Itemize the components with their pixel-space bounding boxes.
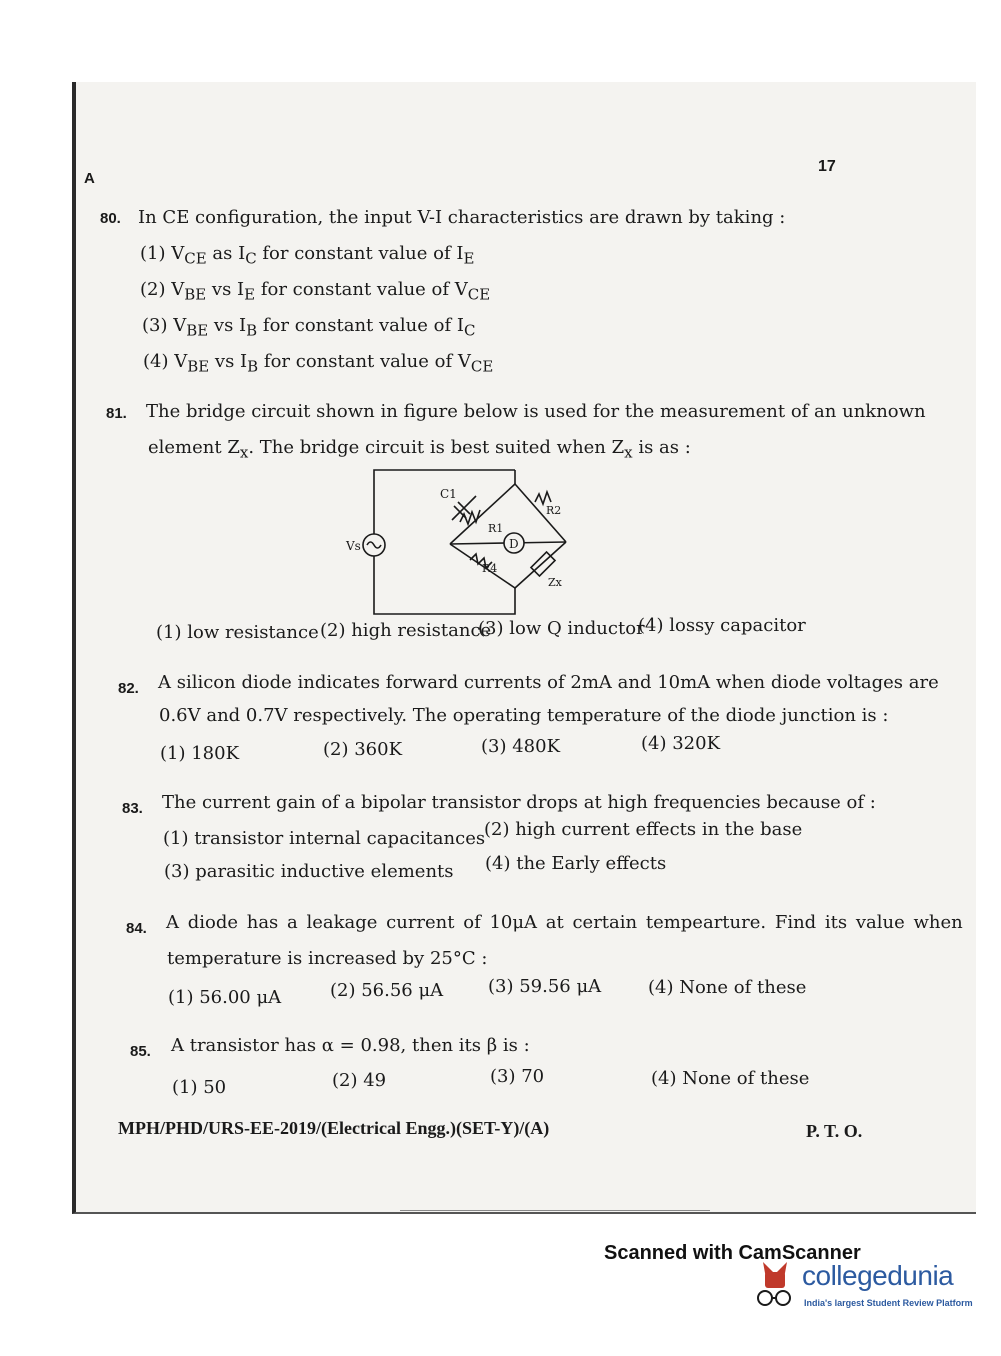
collegedunia-brand: collegedunia — [802, 1260, 954, 1291]
collegedunia-logo-icon — [745, 1258, 805, 1310]
label-c1: C1 — [440, 487, 457, 501]
option: (4) 320K — [641, 733, 721, 754]
question-text: 0.6V and 0.7V respectively. The operating temperature of the diode junction is : — [159, 705, 889, 726]
pto-label: P. T. O. — [806, 1121, 863, 1141]
option: (4) $V_{BE}$ vs $I_B$ for constant value of $V_{CE}$ — [143, 351, 494, 376]
option: (3) 480K — [481, 736, 561, 757]
question-number: 82. — [118, 680, 139, 697]
option: (2) high resistance — [320, 620, 492, 641]
option: (4) lossy capacitor — [638, 615, 806, 636]
option: (1) transistor internal capacitances — [163, 828, 486, 849]
option: (1) 50 — [172, 1077, 227, 1098]
option: (1) 56.00 μA — [168, 987, 282, 1008]
divider — [400, 1210, 710, 1211]
option: (3) 70 — [490, 1066, 545, 1087]
option: (2) 56.56 μA — [330, 980, 444, 1001]
option: (3) low Q inductor — [478, 618, 645, 639]
option: (2) $V_{BE}$ vs $I_E$ for constant value of $V_{CE}$ — [140, 279, 491, 304]
option: (1) $V_{CE}$ as $I_C$ for constant value of $I_E$ — [140, 243, 475, 268]
question-number: 83. — [122, 800, 143, 817]
page-number: 17 — [818, 158, 836, 175]
label-tilde: ~ — [370, 533, 378, 543]
option: (4) the Early effects — [485, 853, 667, 874]
question-text: A transistor has α = 0.98, then its β is : — [171, 1035, 530, 1056]
question-text: In CE configuration, the input V-I characteristics are drawn by taking : — [138, 207, 786, 228]
label-zx: Zx — [548, 576, 562, 589]
label-vs: Vs — [346, 539, 361, 553]
series-label: A — [84, 170, 95, 187]
question-text: temperature is increased by 25°C : — [167, 948, 488, 969]
question-text: The current gain of a bipolar transistor drops at high frequencies because of : — [162, 792, 876, 813]
question-text: A silicon diode indicates forward currents of 2mA and 10mA when diode voltages are — [158, 672, 939, 693]
bridge-circuit-figure — [330, 462, 580, 622]
question-text: A diode has a leakage current of 10μA at certain tempearture. Find its value when — [166, 912, 963, 933]
option: (1) 180K — [160, 743, 240, 764]
camscanner-watermark: Scanned with CamScanner — [604, 1242, 861, 1264]
paper-code: MPH/PHD/URS-EE-2019/(Electrical Engg.)(SET-Y)/(A) — [118, 1118, 550, 1138]
c1-r1-arm — [450, 484, 515, 544]
option: (4) None of these — [651, 1068, 810, 1089]
option: (2) high current effects in the base — [484, 819, 803, 840]
option: (3) $V_{BE}$ vs $I_B$ for constant value of $I_C$ — [142, 315, 476, 340]
option: (3) parasitic inductive elements — [164, 861, 454, 882]
label-r4: R4 — [482, 562, 498, 575]
question-number: 80. — [100, 210, 121, 227]
option: (2) 49 — [332, 1070, 387, 1091]
collegedunia-tagline: India's largest Student Review Platform — [804, 1298, 973, 1308]
label-r2: R2 — [546, 504, 562, 517]
question-text: The bridge circuit shown in figure below is used for the measurement of an unknown — [146, 401, 926, 422]
option: (1) low resistance — [156, 622, 319, 643]
option: (4) None of these — [648, 977, 807, 998]
question-number: 81. — [106, 405, 127, 422]
question-text: element $Z_x$. The bridge circuit is best suited when $Z_x$ is as : — [148, 437, 691, 462]
label-r1: R1 — [488, 522, 504, 535]
label-d: D — [509, 537, 519, 551]
question-number: 84. — [126, 920, 147, 937]
question-number: 85. — [130, 1043, 151, 1060]
option: (2) 360K — [323, 739, 403, 760]
option: (3) 59.56 μA — [488, 976, 602, 997]
